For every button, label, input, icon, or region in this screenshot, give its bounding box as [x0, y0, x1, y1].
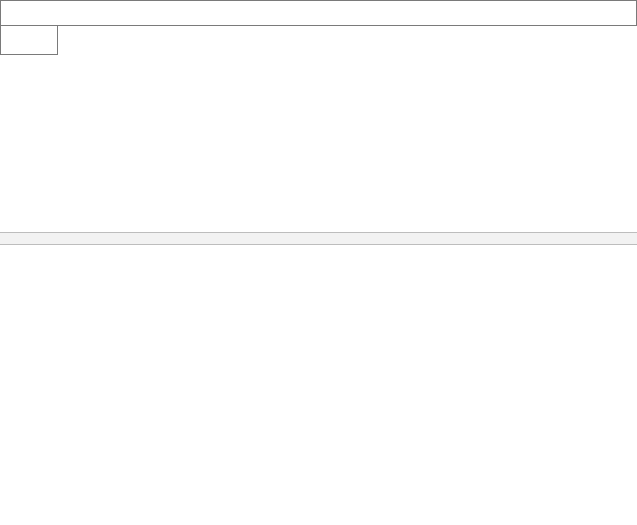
page-break-divider	[0, 232, 637, 245]
corner-cell[interactable]	[1, 26, 58, 55]
watermark	[509, 445, 637, 525]
table-title[interactable]	[1, 1, 637, 26]
morning-schedule-table	[0, 0, 637, 55]
